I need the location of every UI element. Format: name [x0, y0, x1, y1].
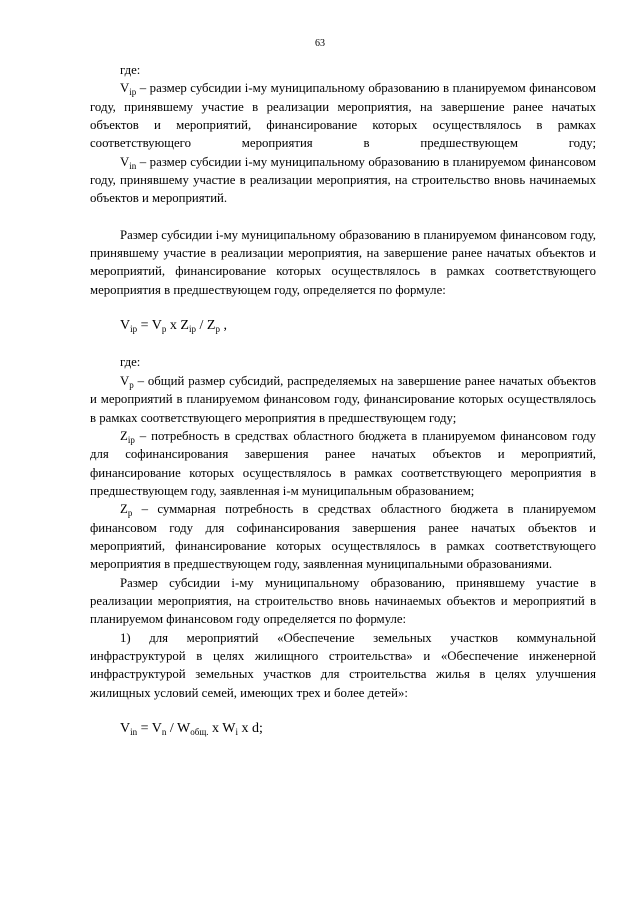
definition-vin: $V_{in}$ – размер субсидии i-му муниципальному образованию в планируемом финансовом году, принявшему участие в реализации мероприятия, на строительство вновь начинаемых объектов и мероприятий.: [90, 154, 596, 206]
definition-zp: $Z_p$ – суммарная потребность в средствах областного бюджета в планируемом финансовом году для софинансирования завершения ранее начатых объектов и мероприятий, финансирование которых осуществлялось в рамках соответствующего мероприятия в предшествующем году, заявленная муниципальными образованиями.: [90, 502, 596, 572]
page-content: [90, 61, 596, 738]
definition-vip: $V_{ip}$ – размер субсидии i-му муниципальному образованию в планируемом финансовом году, принявшему участие в реализации мероприятия, на завершение ранее начатых объектов и мероприятий, финансирование которых осуществлялось в рамках соответствующего мероприятия в предшествующем году;: [90, 81, 596, 151]
where-label-2: где:: [120, 355, 141, 370]
list-item-1: 1) для мероприятий «Обеспечение земельных участков коммунальной инфраструктурой в целях жилищного строительства» и «Обеспечение инженерной инфраструктурой земельных участков для строительства жилья в целях улучшения жилищных условий семей, имеющих трех и более детей»:: [90, 630, 596, 700]
page-number: 63: [315, 38, 325, 49]
where-label: где:: [120, 63, 141, 77]
definition-zip: $Z_{ip}$ – потребность в средствах областного бюджета в планируемом финансовом году для софинансирования завершения ранее начатых объектов и мероприятий, финансирование которых осуществлялось в рамках соответствующего мероприятия в предшествующем году, заявленная i-м муниципальным образованием;: [90, 428, 596, 498]
formula-vin: $V_{in} = V_n / W_{общ.}$ x $W_i$ x d;: [120, 721, 263, 737]
paragraph-formula-intro: Размер субсидии i-му муниципальному образованию в планируемом финансовом году, принявшему участие в реализации мероприятия, на завершение ранее начатых объектов и мероприятий, финансирование которых осуществлялось в рамках соответствующего мероприятия в предшествующем году, определяется по формуле:: [90, 227, 596, 297]
paragraph-new-objects: Размер субсидии i-му муниципальному образованию, принявшему участие в реализации мероприятия, на строительство вновь начинаемых объектов и мероприятий в планируемом финансовом году определяется по формуле:: [90, 575, 596, 627]
definition-vp: $V_p$ – общий размер субсидий, распределяемых на завершение ранее начатых объектов и мероприятий в планируемом финансовом году, финансирование которых осуществлялось в рамках соответствующего мероприятия в предшествующем году;: [90, 373, 596, 425]
formula-vip: $V_{ip} = V_p$ x $Z_{ip} / Z_p$ ,: [120, 318, 227, 335]
